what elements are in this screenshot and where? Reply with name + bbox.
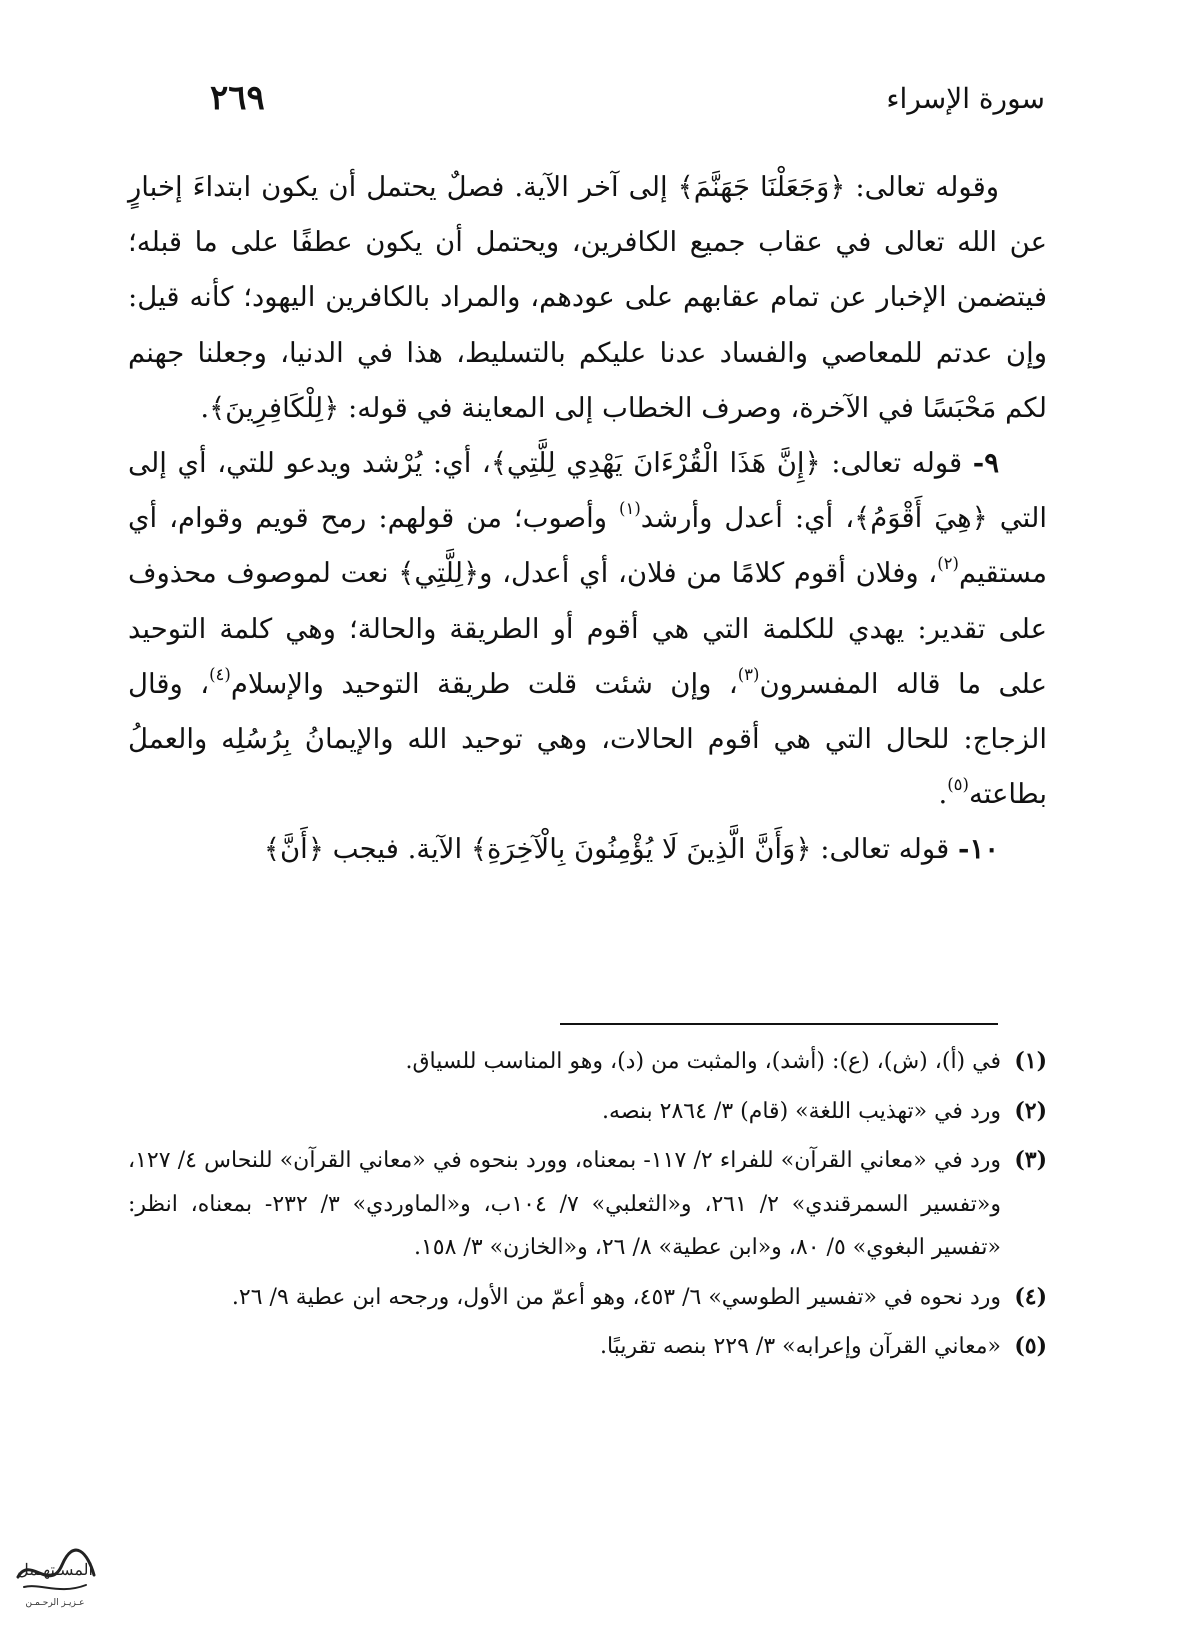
text-span: ، أي: أعدل وأرشد	[640, 502, 855, 535]
text-span: قوله تعالى:	[811, 833, 959, 866]
text-span: ، وإن شئت قلت طريقة التوحيد والإسلام	[230, 667, 738, 700]
footnote-number: (٣)	[1014, 1147, 1047, 1173]
footnote-2	[128, 1090, 1047, 1134]
text-span: .	[938, 778, 948, 811]
footnotes	[128, 1040, 1047, 1375]
logo-text: المسـتهـمل	[17, 1560, 93, 1579]
footnote-number: (٤)	[1014, 1283, 1047, 1310]
logo-subtext: عـزيـز الرحـمـن	[25, 1598, 85, 1608]
footnote-1	[128, 1040, 1047, 1084]
footnote-text: في (أ)، (ش)، (ع): (أشد)، والمثبت من (د)، وهو المناسب للسياق.	[405, 1049, 1001, 1074]
text-span: إلى آخر الآية. فصلٌ يحتمل أن يكون ابتداءَ إخبارٍ عن الله تعالى في عقاب جميع الكافرين، ويحتمل أن يكون عطفًا على ما قبله؛ فيتضمن الإخبار عن تمام عقابهم على عودهم، والمراد بالكافرين اليهود؛ كأنه قيل: وإن عدتم للمعاصي والفساد عدنا عليكم بالتسليط، هذا في الدنيا، وجعلنا جهنم لكم مَحْبَسًا في الآخرة، وصرف الخطاب إلى المعاينة في قوله:	[128, 171, 1047, 424]
text-span: ، وقال الزجاج: للحال التي هي أقوم الحالات، وهي توحيد الله والإيمانُ بِرُسُلِه والعملُ بطاعته	[128, 667, 1047, 811]
quran-verse: ﴿وَأَنَّ الَّذِينَ لَا يُؤْمِنُونَ بِالْآخِرَةِ﴾	[470, 833, 812, 866]
quran-verse: ﴿أَنَّ﴾	[263, 833, 324, 866]
footnote-3	[128, 1139, 1047, 1270]
quran-verse: ﴿لِلْكَافِرِينَ﴾	[209, 391, 340, 424]
text-span: قوله تعالى:	[820, 447, 973, 480]
quran-verse: ﴿إِنَّ هَذَا الْقُرْءَانَ يَهْدِي لِلَّتِي﴾	[490, 447, 821, 480]
footnote-ref-4[interactable]: (٤)	[209, 664, 231, 684]
text-span: نعت لموصوف محذوف على تقدير: يهدي للكلمة التي هي أقوم أو الطريقة والحالة؛ وهي كلمة التوحيد على ما قاله المفسرون	[128, 557, 1047, 700]
footnote-text: ورد في «معاني القرآن» للفراء ٢/ ١١٧- بمعناه، وورد بنحوه في «معاني القرآن» للنحاس ٤/ ١٢٧، و«تفسير السمرقندي» ٢/ ٢٦١، و«الثعلبي» ٧/ ١٠٤ب، و«الماوردي» ٣/ ٢٣٢- بمعناه، انظر: «تفسير البغوي» ٥/ ٨٠، و«ابن عطية» ٨/ ٢٦، و«الخازن» ٣/ ١٥٨.	[128, 1148, 1002, 1260]
library-stamp-logo	[10, 1535, 100, 1615]
page-header	[150, 78, 1045, 128]
footnote-text: «معاني القرآن وإعرابه» ٣/ ٢٢٩ بنصه تقريبًا.	[599, 1334, 1001, 1359]
footnote-text: ورد نحوه في «تفسير الطوسي» ٦/ ٤٥٣، وهو أعمّ من الأول، ورجحه ابن عطية ٩/ ٢٦.	[231, 1284, 1001, 1310]
logo-swash	[24, 1585, 86, 1589]
footnote-separator	[560, 1023, 998, 1025]
quran-verse: ﴿هِيَ أَقْوَمُ﴾	[854, 502, 988, 535]
verse-number: ٩-	[972, 447, 999, 480]
footnote-ref-1[interactable]: (١)	[619, 499, 641, 519]
text-span: الآية. فيجب	[323, 833, 471, 866]
paragraph-1	[128, 160, 1047, 436]
text-span: وقوله تعالى:	[845, 171, 999, 203]
footnote-text: ورد في «تهذيب اللغة» (قام) ٣/ ٢٨٦٤ بنصه.	[602, 1098, 1001, 1124]
page-number: ٢٦٩	[210, 78, 265, 118]
verse-number: ١٠-	[958, 833, 999, 866]
text-span: ، أي: يُرْشد ويدعو للتي، أي إلى التي	[128, 447, 1047, 535]
quran-verse: ﴿وَجَعَلْنَا جَهَنَّمَ﴾	[677, 171, 846, 203]
footnote-number: (٢)	[1014, 1097, 1047, 1124]
main-text	[128, 160, 1047, 878]
footnote-ref-2[interactable]: (٢)	[937, 554, 959, 574]
footnote-5	[128, 1325, 1047, 1369]
text-span: .	[200, 391, 210, 424]
paragraph-2	[128, 436, 1047, 822]
text-span: ، وفلان أقوم كلامًا من فلان، أي أعدل، و	[479, 557, 938, 590]
footnote-number: (١)	[1014, 1048, 1047, 1074]
text-span: وأصوب؛ من قولهم: رمح قويم وقوام، أي مستقيم	[128, 502, 1048, 590]
footnote-ref-3[interactable]: (٣)	[737, 664, 760, 684]
surah-title: سورة الإسراء	[886, 82, 1045, 115]
footnote-4	[128, 1276, 1047, 1320]
footnote-number: (٥)	[1014, 1333, 1047, 1359]
footnote-ref-5[interactable]: (٥)	[947, 775, 969, 795]
paragraph-3	[128, 822, 1047, 877]
quran-verse: ﴿لِلَّتِي﴾	[398, 557, 480, 590]
